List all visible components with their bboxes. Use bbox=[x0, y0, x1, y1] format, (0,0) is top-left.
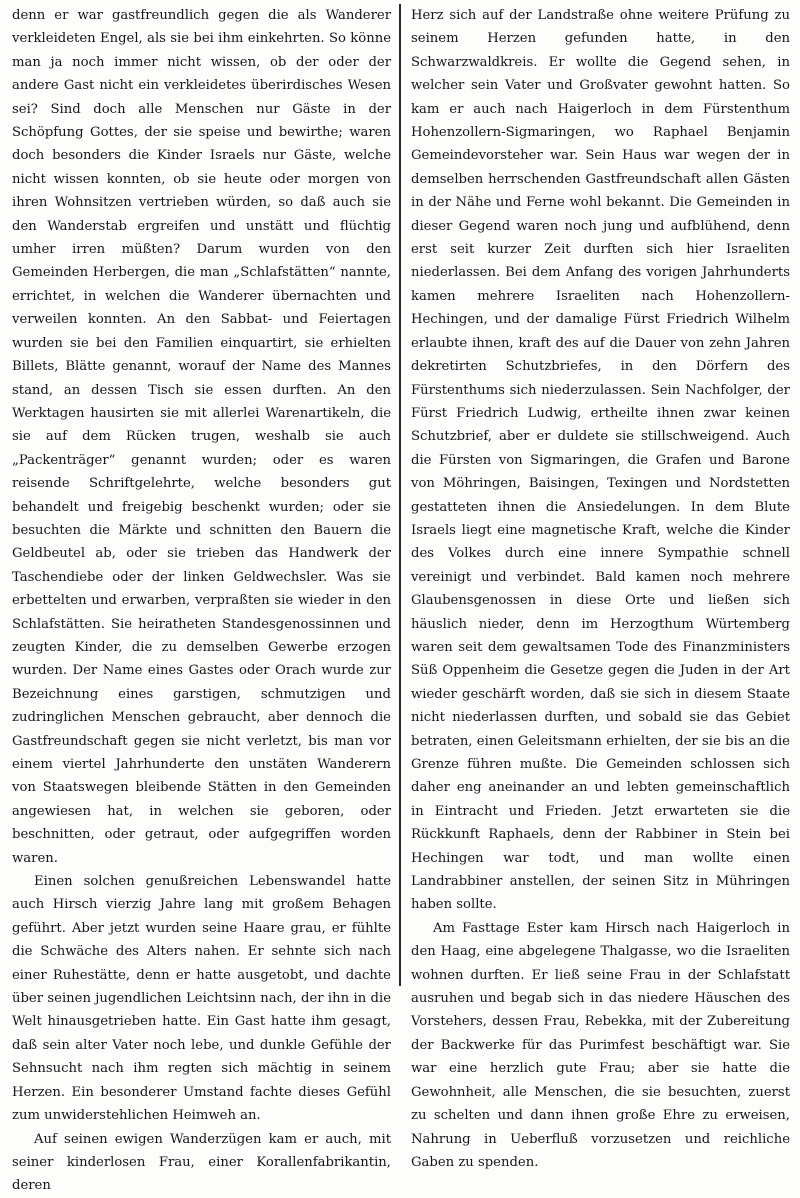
paragraph: Einen solchen genußreichen Lebenswandel hatte auch Hirsch vierzig Jahre lang mit großem Behagen geführt. Aber jetzt wurden seine Haare grau, er fühlte die Schwäche des Alters nahen. Er sehnte sich nach einer Ruhestätte, denn er hatte ausgetobt, und dachte über seinen jugendlichen Leichtsinn nach, der ihn in die Welt hinausgetrieben hatte. Ein Gast hatte ihm gesagt, daß sein alter Vater noch lebe, und dunkle Gefühle der Sehnsucht nach ihm regten sich mächtig in seinem Herzen. Ein besonderer Umstand fachte dieses Gefühl zum unwiderstehlichen Heimweh an. bbox=[12, 874, 391, 1124]
text-columns bbox=[12, 4, 790, 1194]
paragraph: denn er war gastfreundlich gegen die als Wanderer verkleideten Engel, als sie bei ihm einkehrten. So könne man ja noch immer nicht wissen, ob der oder der andere Gast nicht ein verkleidetes überirdisches Wesen sei? Sind doch alle Menschen nur Gäste in der Schöpfung Gottes, der sie speise und bewirthe; waren doch besonders die Kinder Israels nur Gäste, welche nicht wissen konnten, ob sie heute oder morgen von ihren Wohnsitzen vertrieben würden, so daß auch sie den Wanderstab ergreifen und unstätt und flüchtig umher irren müßten? Darum wurden von den Gemeinden Herbergen, die man „Schlafstätten“ nannte, errichtet, in welchen die Wanderer übernachten und verweilen konnten. An den Sabbat- und Feiertagen wurden sie bei den Familien einquartirt, sie erhielten Billets, Blätte genannt, worauf der Name des Mannes stand, an dessen Tisch sie essen durften. An den Werktagen hausirten sie mit allerlei Warenartikeln, die sie auf dem Rücken trugen, weshalb sie auch „Packenträger“ genannt wurden; oder es waren reisende Schriftgelehrte, welche besonders gut behandelt und freigebig beschenkt wurden; oder sie besuchten die Märkte und schnitten den Bauern die Geldbeutel ab, oder sie trieben das Handwerk der Taschendiebe oder der linken Geldwechsler. Was sie erbettelten und erwarben, verpraßten sie wieder in den Schlafstätten. Sie heiratheten Standesgenossinnen und zeugten Kinder, die zu demselben Gewerbe erzogen wurden. Der Name eines Gastes oder Orach wurde zur Bezeichnung eines garstigen, schmutzigen und zudringlichen Menschen gebraucht, aber dennoch die Gastfreundschaft gegen sie nicht verletzt, bis man vor einem viertel Jahrhunderte den unstäten Wanderern von Staatswegen bleibende Stätten in den Gemeinden angewiesen hat, in welchen sie geboren, oder beschnitten, oder getraut, oder aufgegriffen worden waren. bbox=[12, 8, 391, 866]
column-divider bbox=[399, 4, 401, 986]
left-column bbox=[12, 4, 391, 1194]
paragraph: Auf seinen ewigen Wanderzügen kam er auch, mit seiner kinderlosen Frau, einer Korallenfabrikantin, deren bbox=[12, 1131, 391, 1194]
right-column bbox=[411, 4, 790, 1170]
paragraph: Herz sich auf der Landstraße ohne weitere Prüfung zu seinem Herzen gefunden hatte, in den Schwarzwaldkreis. Er wollte die Gegend sehen, in welcher sein Vater und Großvater gewohnt hatten. So kam er auch nach Haigerloch in dem Fürstenthum Hohenzollern-Sigmaringen, wo Raphael Benjamin Gemeindevorsteher war. Sein Haus war wegen der in demselben herrschenden Gastfreundschaft allen Gästen in der Nähe und Ferne wohl bekannt. Die Gemeinden in dieser Gegend waren noch jung und aufblühend, denn erst seit kurzer Zeit durften sich hier Israeliten niederlassen. Bei dem Anfang des vorigen Jahrhunderts kamen mehrere Israeliten nach Hohenzollern-Hechingen, und der damalige Fürst Friedrich Wilhelm erlaubte ihnen, kraft des auf die Dauer von zehn Jahren dekretirten Schutzbriefes, in den Dörfern des Fürstenthums sich niederzulassen. Sein Nachfolger, der Fürst Friedrich Ludwig, ertheilte ihnen zwar keinen Schutzbrief, aber er duldete sie stillschweigend. Auch die Fürsten von Sigmaringen, die Grafen und Barone von Möhringen, Baisingen, Texingen und Nordstetten gestatteten ihnen die Ansiedelungen. In dem Blute Israels liegt eine magnetische Kraft, welche die Kinder des Volkes durch eine innere Sympathie schnell vereinigt und verbindet. Bald kamen noch mehrere Glaubensgenossen in diese Orte und ließen sich häuslich nieder, denn im Herzogthum Würtemberg waren seit dem gewaltsamen Tode des Finanzministers Süß Oppenheim die Gesetze gegen die Juden in der Art wieder geschärft worden, daß sie sich in diesem Staate nicht niederlassen durften, und sobald sie das Gebiet betraten, einen Geleitsmann erhielten, der sie bis an die Grenze führen mußte. Die Gemeinden schlossen sich daher eng aneinander an und lebten gemeinschaftlich in Eintracht und Frieden. Jetzt erwarteten sie die Rückkunft Raphaels, denn der Rabbiner in Stein bei Hechingen war todt, und man wollte einen Landrabbiner anstellen, der seinen Sitz in Mühringen haben sollte. bbox=[411, 8, 790, 913]
paragraph: Am Fasttage Ester kam Hirsch nach Haigerloch in den Haag, eine abgelegene Thalgasse, wo die Israeliten wohnen durften. Er ließ seine Frau in der Schlafstatt ausruhen und begab sich in das niedere Häuschen des Vorstehers, dessen Frau, Rebekka, mit der Zubereitung der Backwerke für das Purimfest beschäftigt war. Sie war eine herzlich gute Frau; aber sie hatte die Gewohnheit, alle Menschen, die sie besuchten, zuerst zu schelten und dann ihnen große Ehre zu erweisen, Nahrung in Ueberfluß vorzusetzen und reichliche Gaben zu spenden. bbox=[411, 920, 790, 1170]
